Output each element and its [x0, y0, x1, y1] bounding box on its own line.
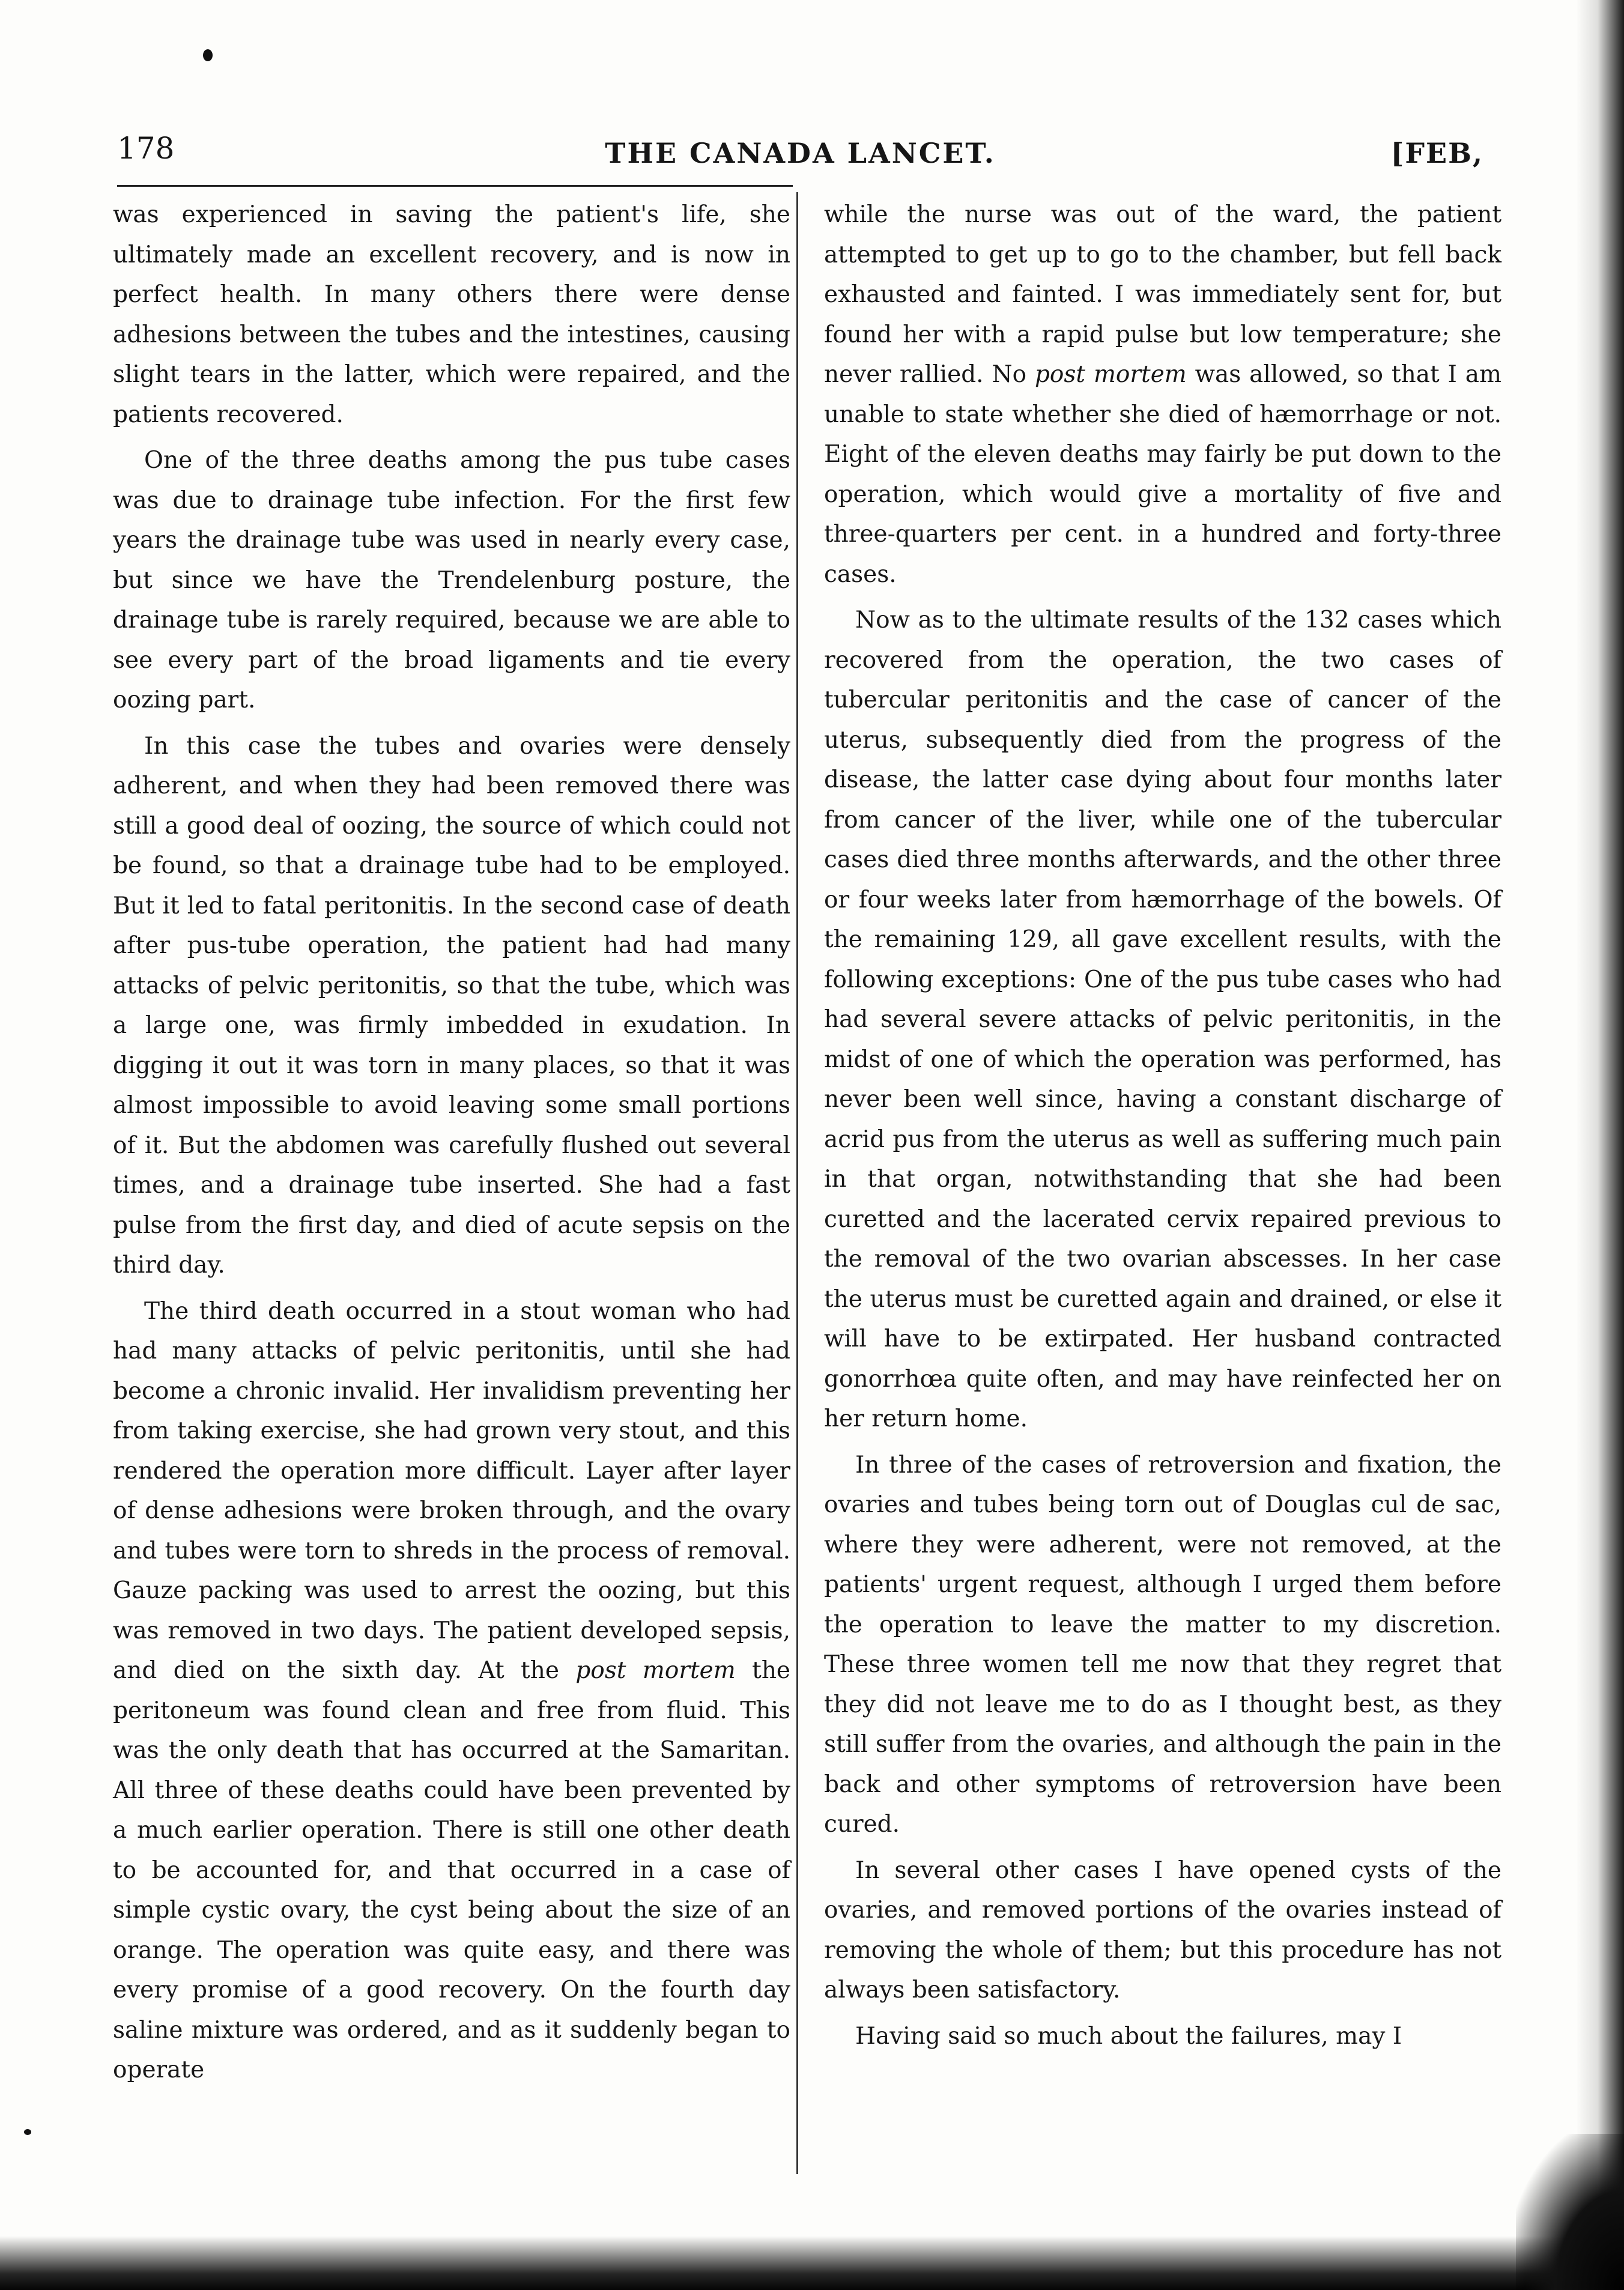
page-number: 178: [117, 131, 175, 166]
left-paragraph-4-text: The third death occurred in a stout woman who had had many attacks of pelvic peritonitis, until she had become a chronic invalid. Her invalidism preventing her from taking exercise, she had grown very stout, and this rendered the operation more difficult. Layer after layer of dense adhesions were broken through, and the ovary and tubes were torn to shreds in the process of removal. Gauze packing was used to arrest the oozing, but this was removed in two days. The patient developed sepsis, and died on the sixth day. At the: [113, 1297, 790, 1684]
left-paragraph-3: In this case the tubes and ovaries were densely adherent, and when they had been removed there was still a good deal of oozing, the source of which could not be found, so that a drainage tube had to be employed. But it led to fatal peritonitis. In the second case of death after pus-tube operation, the patient had had many attacks of pelvic peritonitis, so that the tube, which was a large one, was firmly imbedded in exudation. In digging it out it was torn in many places, so that it was almost impossible to avoid leaving some small portions of it. But the abdomen was carefully flushed out several times, and a drainage tube inserted. She had a fast pulse from the first day, and died of acute sepsis on the third day.: [113, 732, 790, 1279]
right-paragraph-1-text: while the nurse was out of the ward, the patient attempted to get up to go to the chamber, but fell back exhausted and fainted. I was immediately sent for, but found her with a rapid pulse but low temperature; she never rallied. No: [824, 201, 1501, 388]
right-paragraph-5: Having said so much about the failures, may I: [855, 2022, 1402, 2050]
header-month: [FEB,: [1390, 137, 1483, 169]
right-paragraph-1-text: was allowed, so that I am unable to state whether she died of hæmorrhage or not. Eight of the eleven deaths may fairly be put down to the operation, which would give a mortality of five and three-quarters per cent. in a hundred and forty-three cases.: [824, 361, 1501, 588]
column-divider: [796, 192, 798, 2174]
italic-post-mortem: post mortem: [1034, 361, 1187, 388]
right-paragraph-4: In several other cases I have opened cysts of the ovaries, and removed portions of the ovaries instead of removing the whole of them; but this procedure has not always been satisfactory.: [824, 1856, 1501, 2004]
right-paragraph-1: [824, 195, 1501, 595]
left-paragraph-2: One of the three deaths among the pus tube cases was due to drainage tube infection. For the first few years the drainage tube was used in nearly every case, but since we have the Trendelenburg posture, the drainage tube is rarely required, because we are able to see every part of the broad ligaments and tie every oozing part.: [113, 447, 790, 713]
right-paragraph-2: Now as to the ultimate results of the 132 cases which recovered from the operation, the two cases of tubercular peritonitis and the case of cancer of the uterus, subsequently died from the progress of the disease, the latter case dying about four months later from cancer of the liver, while one of the tubercular cases died three months afterwards, and the other three or four weeks later from hæmorrhage of the bowels. Of the remaining 129, all gave excellent results, with the following exceptions: One of the pus tube cases who had had several severe attacks of pelvic peritonitis, in the midst of one of which the operation was performed, has never been well since, having a constant discharge of acrid pus from the uterus as well as suffering much pain in that organ, notwithstanding that she had been curetted and the lacerated cervix repaired previous to the removal of the two ovarian abscesses. In her case the uterus must be curetted again and drained, or else it will have to be extirpated. Her husband contracted gonorrhœa quite often, and may have reinfected her on her return home.: [824, 607, 1501, 1432]
ink-speck: [203, 49, 213, 61]
scan-edge-shadow: [1576, 0, 1624, 2290]
journal-title: THE CANADA LANCET.: [605, 137, 996, 169]
header-rule: [117, 185, 793, 187]
left-column: [113, 195, 790, 2097]
left-paragraph-1: was experienced in saving the patient's life, she ultimately made an excellent recovery, and is now in perfect health. In many others there were dense adhesions between the tubes and the intestines, causing slight tears in the latter, which were repaired, and the patients recovered.: [113, 201, 790, 428]
ink-speck: [24, 2129, 31, 2135]
right-column: [824, 195, 1501, 2062]
torn-corner: [1516, 2134, 1624, 2290]
running-header: [117, 126, 1483, 180]
scan-bottom-shadow: [0, 2236, 1624, 2290]
italic-post-mortem: post mortem: [575, 1657, 736, 1684]
right-paragraph-3: In three of the cases of retroversion and fixation, the ovaries and tubes being torn out of Douglas cul de sac, where they were adherent, were not removed, at the patients' urgent request, although I urged them before the operation to leave the matter to my discretion. These three women tell me now that they regret that they did not leave me to do as I thought best, as they still suffer from the ovaries, and although the pain in the back and other symptoms of retroversion have been cured.: [824, 1451, 1501, 1838]
left-paragraph-4: [113, 1292, 790, 2091]
left-paragraph-4-text: the peritoneum was found clean and free from fluid. This was the only death that has occurred at the Samaritan. All three of these deaths could have been prevented by a much earlier operation. There is still one other death to be accounted for, and that occurred in a case of simple cystic ovary, the cyst being about the size of an orange. The operation was quite easy, and there was every promise of a good recovery. On the fourth day saline mixture was ordered, and as it suddenly began to operate: [113, 1657, 791, 2083]
